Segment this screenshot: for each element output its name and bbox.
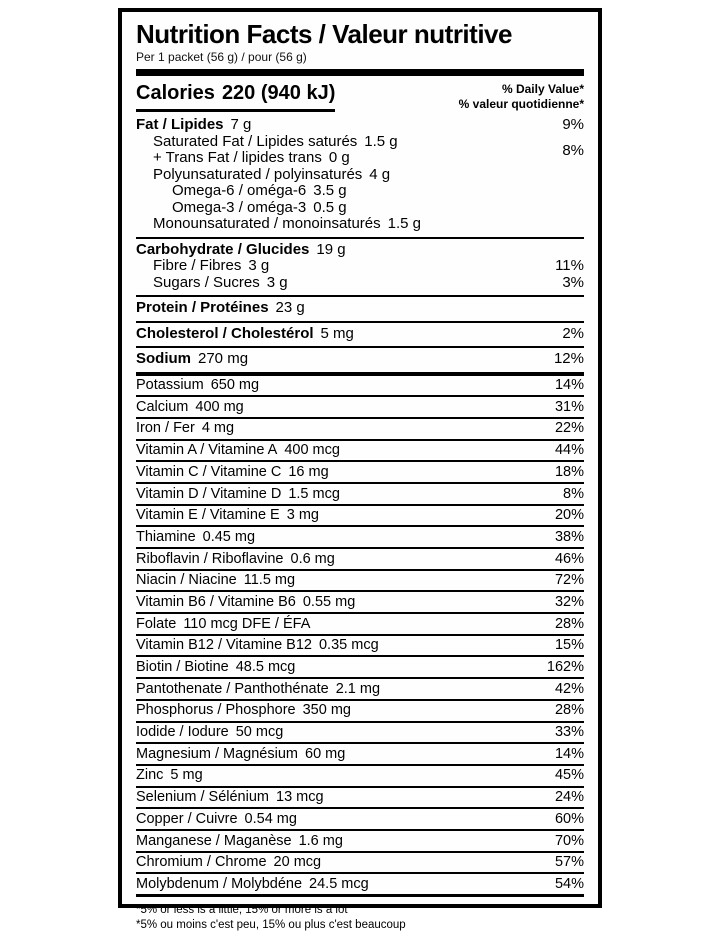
nutrient-label: Vitamin B12 / Vitamine B12 (136, 637, 312, 654)
nutrient-label: Sodium (136, 350, 191, 367)
nutrient-amount: 400 mcg (284, 442, 340, 459)
nutrient-row (136, 419, 584, 441)
nutrient-dv: 20% (554, 507, 584, 524)
nutrient-amount: 1.5 mcg (288, 485, 340, 502)
nutrient-row (136, 441, 584, 463)
calories-row (136, 82, 584, 112)
nutrient-amount: 0.55 mg (302, 593, 356, 610)
nutrient-amount: 1.5 g (364, 132, 398, 150)
panel-title: Nutrition Facts / Valeur nutritive (136, 19, 512, 49)
footnotes (136, 903, 584, 933)
nutrient-dv: 57% (554, 854, 584, 871)
nutrient-label: Vitamin E / Vitamine E (136, 507, 280, 524)
nutrient-amount: 650 mg (210, 377, 260, 394)
nutrient-label: Vitamin C / Vitamine C (136, 463, 282, 480)
nutrient-label: Monounsaturated / monoinsaturés (153, 215, 381, 232)
nutrient-amount: 1.5 g (387, 215, 422, 232)
nutrient-dv: 8% (563, 485, 584, 502)
nutrient-amount: 2.1 mg (335, 680, 381, 697)
nutrient-label: Niacin / Niacine (136, 572, 237, 589)
nutrient-row-polyunsaturated (136, 167, 584, 184)
nutrient-label: Thiamine (136, 528, 196, 545)
separator-thick-top (136, 69, 584, 76)
nutrient-dv: 32% (554, 593, 584, 610)
nutrient-label: + Trans Fat / lipides trans (153, 149, 322, 166)
nutrient-amount: 13 mcg (276, 789, 324, 806)
nutrient-dv: 45% (554, 767, 584, 784)
nutrition-facts-panel (118, 8, 602, 931)
nutrient-amount: 19 g (316, 240, 346, 258)
micronutrient-list (136, 376, 584, 898)
nutrient-label: Vitamin A / Vitamine A (136, 442, 278, 459)
nutrient-label: Polyunsaturated / polyinsaturés (153, 165, 363, 183)
nutrient-amount: 110 mcg DFE / ÉFA (183, 615, 311, 632)
daily-value-header (459, 82, 584, 112)
nutrient-label: Manganese / Maganèse (136, 832, 292, 849)
nutrient-row-monounsaturated (136, 216, 584, 237)
nutrient-amount: 0.54 mg (244, 810, 297, 827)
nutrient-row-carbohydrate (136, 242, 584, 259)
nutrient-amount: 50 mcg (235, 724, 284, 741)
serving-size: Per 1 packet (56 g) / pour (56 g) (136, 50, 307, 64)
nutrient-amount: 23 g (275, 299, 305, 316)
nutrient-dv: 15% (554, 637, 584, 654)
nutrient-label: Molybdenum / Molybdéne (136, 875, 303, 892)
nutrient-dv: 2% (562, 324, 584, 342)
nutrient-dv: 18% (554, 463, 584, 480)
daily-value-header-en: % Daily Value* (501, 82, 584, 96)
nutrient-dv: 9% (562, 116, 584, 133)
nutrient-dv: 22% (554, 420, 584, 437)
nutrient-amount: 0.35 mcg (318, 637, 379, 654)
nutrient-dv: 33% (554, 724, 584, 741)
nutrient-amount: 48.5 mcg (235, 659, 296, 676)
nutrient-amount: 0.6 mg (290, 550, 335, 567)
nutrient-dv: 12% (553, 350, 584, 367)
nutrient-label: Carbohydrate / Glucides (136, 240, 310, 258)
calories-value (136, 82, 335, 112)
nutrient-row (136, 462, 584, 484)
nutrient-amount: 4 g (369, 165, 391, 183)
nutrient-row (136, 809, 584, 831)
nutrient-label: Saturated Fat / Lipides saturés (153, 132, 358, 150)
nutrient-amount: 20 mcg (273, 854, 322, 871)
nutrient-amount: 5 mg (170, 767, 203, 784)
nutrient-row (136, 723, 584, 745)
nutrient-row (136, 766, 584, 788)
nutrient-label: Omega-3 / oméga-3 (172, 198, 307, 216)
nutrient-label: Vitamin B6 / Vitamine B6 (136, 593, 296, 610)
nutrient-row (136, 679, 584, 701)
nutrient-amount: 7 g (230, 116, 252, 133)
nutrient-row (136, 527, 584, 549)
nutrient-dv: 28% (554, 615, 584, 632)
nutrient-dv: 42% (554, 680, 584, 697)
nutrient-amount: 24.5 mcg (309, 875, 369, 892)
nutrient-amount: 5 mg (320, 324, 354, 342)
nutrient-amount: 3 g (266, 273, 288, 291)
nutrient-label: Selenium / Sélénium (136, 789, 269, 806)
nutrient-amount: 350 mg (302, 702, 351, 719)
footnote-en: *5% or less is a little, 15% or more is a lot (136, 904, 348, 916)
nutrient-row (136, 592, 584, 614)
nutrient-row (136, 636, 584, 658)
nutrient-label: Phosphorus / Phosphore (136, 702, 296, 719)
nutrient-row (136, 614, 584, 636)
nutrient-dv: 11% (555, 257, 584, 274)
nutrient-amount: 3.5 g (313, 182, 347, 199)
nutrient-label: Fibre / Fibres (153, 257, 242, 274)
footnote-fr: *5% ou moins c'est peu, 15% ou plus c'est beaucoup (136, 919, 406, 931)
nutrient-row (136, 506, 584, 528)
nutrient-row-sugars (136, 275, 584, 292)
nutrient-label: Chromium / Chrome (136, 854, 267, 871)
nutrient-label: Magnesium / Magnésium (136, 745, 298, 762)
nutrient-dv: 70% (554, 832, 584, 849)
nutrient-dv: 46% (554, 550, 584, 567)
nutrient-label: Vitamin D / Vitamine D (136, 485, 282, 502)
nutrient-row (136, 397, 584, 419)
nutrient-label: Calcium (136, 398, 189, 415)
nutrient-label: Potassium (136, 377, 204, 394)
nutrient-row (136, 571, 584, 593)
nutrient-dv: 8% (562, 141, 584, 159)
nutrient-row-protein (136, 297, 584, 321)
nutrient-dv: 60% (554, 810, 584, 827)
nutrient-row (136, 831, 584, 853)
nutrient-amount: 0 g (328, 149, 350, 166)
nutrient-dv: 72% (554, 572, 584, 589)
nutrient-label: Biotin / Biotine (136, 659, 229, 676)
nutrient-row (136, 853, 584, 875)
nutrient-amount: 16 mg (288, 463, 329, 480)
calories-amount: 220 (940 kJ) (221, 82, 336, 104)
nutrient-label: Iodide / Iodure (136, 724, 229, 741)
nutrient-amount: 0.45 mg (202, 528, 256, 545)
nutrient-label: Iron / Fer (136, 420, 195, 437)
daily-value-header-fr: % valeur quotidienne* (458, 97, 584, 111)
nutrient-dv: 54% (554, 875, 584, 892)
nutrient-dv: 24% (554, 789, 584, 806)
nutrient-amount: 60 mg (305, 745, 346, 762)
nutrient-label: Zinc (136, 767, 164, 784)
nutrient-row (136, 788, 584, 810)
nutrient-row-cholesterol (136, 323, 584, 347)
nutrient-dv: 3% (562, 273, 584, 291)
nutrient-dv: 28% (554, 702, 584, 719)
nutrient-label: Fat / Lipides (136, 116, 224, 133)
nutrient-label: Copper / Cuivre (136, 810, 238, 827)
nutrient-row (136, 701, 584, 723)
nutrient-label: Riboflavin / Riboflavine (136, 550, 284, 567)
nutrient-label: Sugars / Sucres (153, 273, 260, 291)
nutrient-row (136, 484, 584, 506)
nutrient-amount: 3 mg (286, 507, 319, 524)
nutrient-amount: 400 mg (195, 398, 244, 415)
nutrient-amount: 1.6 mg (298, 832, 343, 849)
nutrient-row-fibre (136, 258, 584, 275)
nutrient-row-fat (136, 117, 584, 134)
nutrient-label: Folate (136, 615, 177, 632)
nutrient-amount: 0.5 g (313, 198, 347, 216)
nutrient-dv: 38% (554, 528, 584, 545)
nutrient-dv: 162% (546, 659, 584, 676)
nutrient-label: Cholesterol / Cholestérol (136, 324, 314, 342)
fat-section (136, 117, 584, 237)
nutrient-dv: 14% (554, 377, 584, 394)
nutrient-label: Protein / Protéines (136, 299, 269, 316)
nutrient-amount: 3 g (248, 257, 270, 274)
calories-label: Calories (136, 82, 215, 104)
nutrient-row (136, 874, 584, 897)
carbohydrate-section (136, 239, 584, 296)
nutrient-row-sodium (136, 348, 584, 372)
nutrient-label: Pantothenate / Panthothénate (136, 680, 329, 697)
nutrient-row (136, 376, 584, 398)
nutrient-dv: 44% (554, 442, 584, 459)
nutrient-dv: 14% (554, 745, 584, 762)
nutrient-label: Omega-6 / oméga-6 (172, 182, 307, 199)
nutrient-row (136, 657, 584, 679)
nutrient-amount: 4 mg (201, 420, 235, 437)
nutrient-amount: 270 mg (198, 350, 249, 367)
nutrient-dv: 31% (554, 398, 584, 415)
nutrient-amount: 11.5 mg (243, 572, 296, 589)
nutrient-row-omega3 (136, 200, 584, 217)
nutrient-row (136, 744, 584, 766)
nutrient-row-omega6 (136, 183, 584, 200)
nutrient-row-saturated-trans (136, 134, 584, 167)
nutrient-row (136, 549, 584, 571)
